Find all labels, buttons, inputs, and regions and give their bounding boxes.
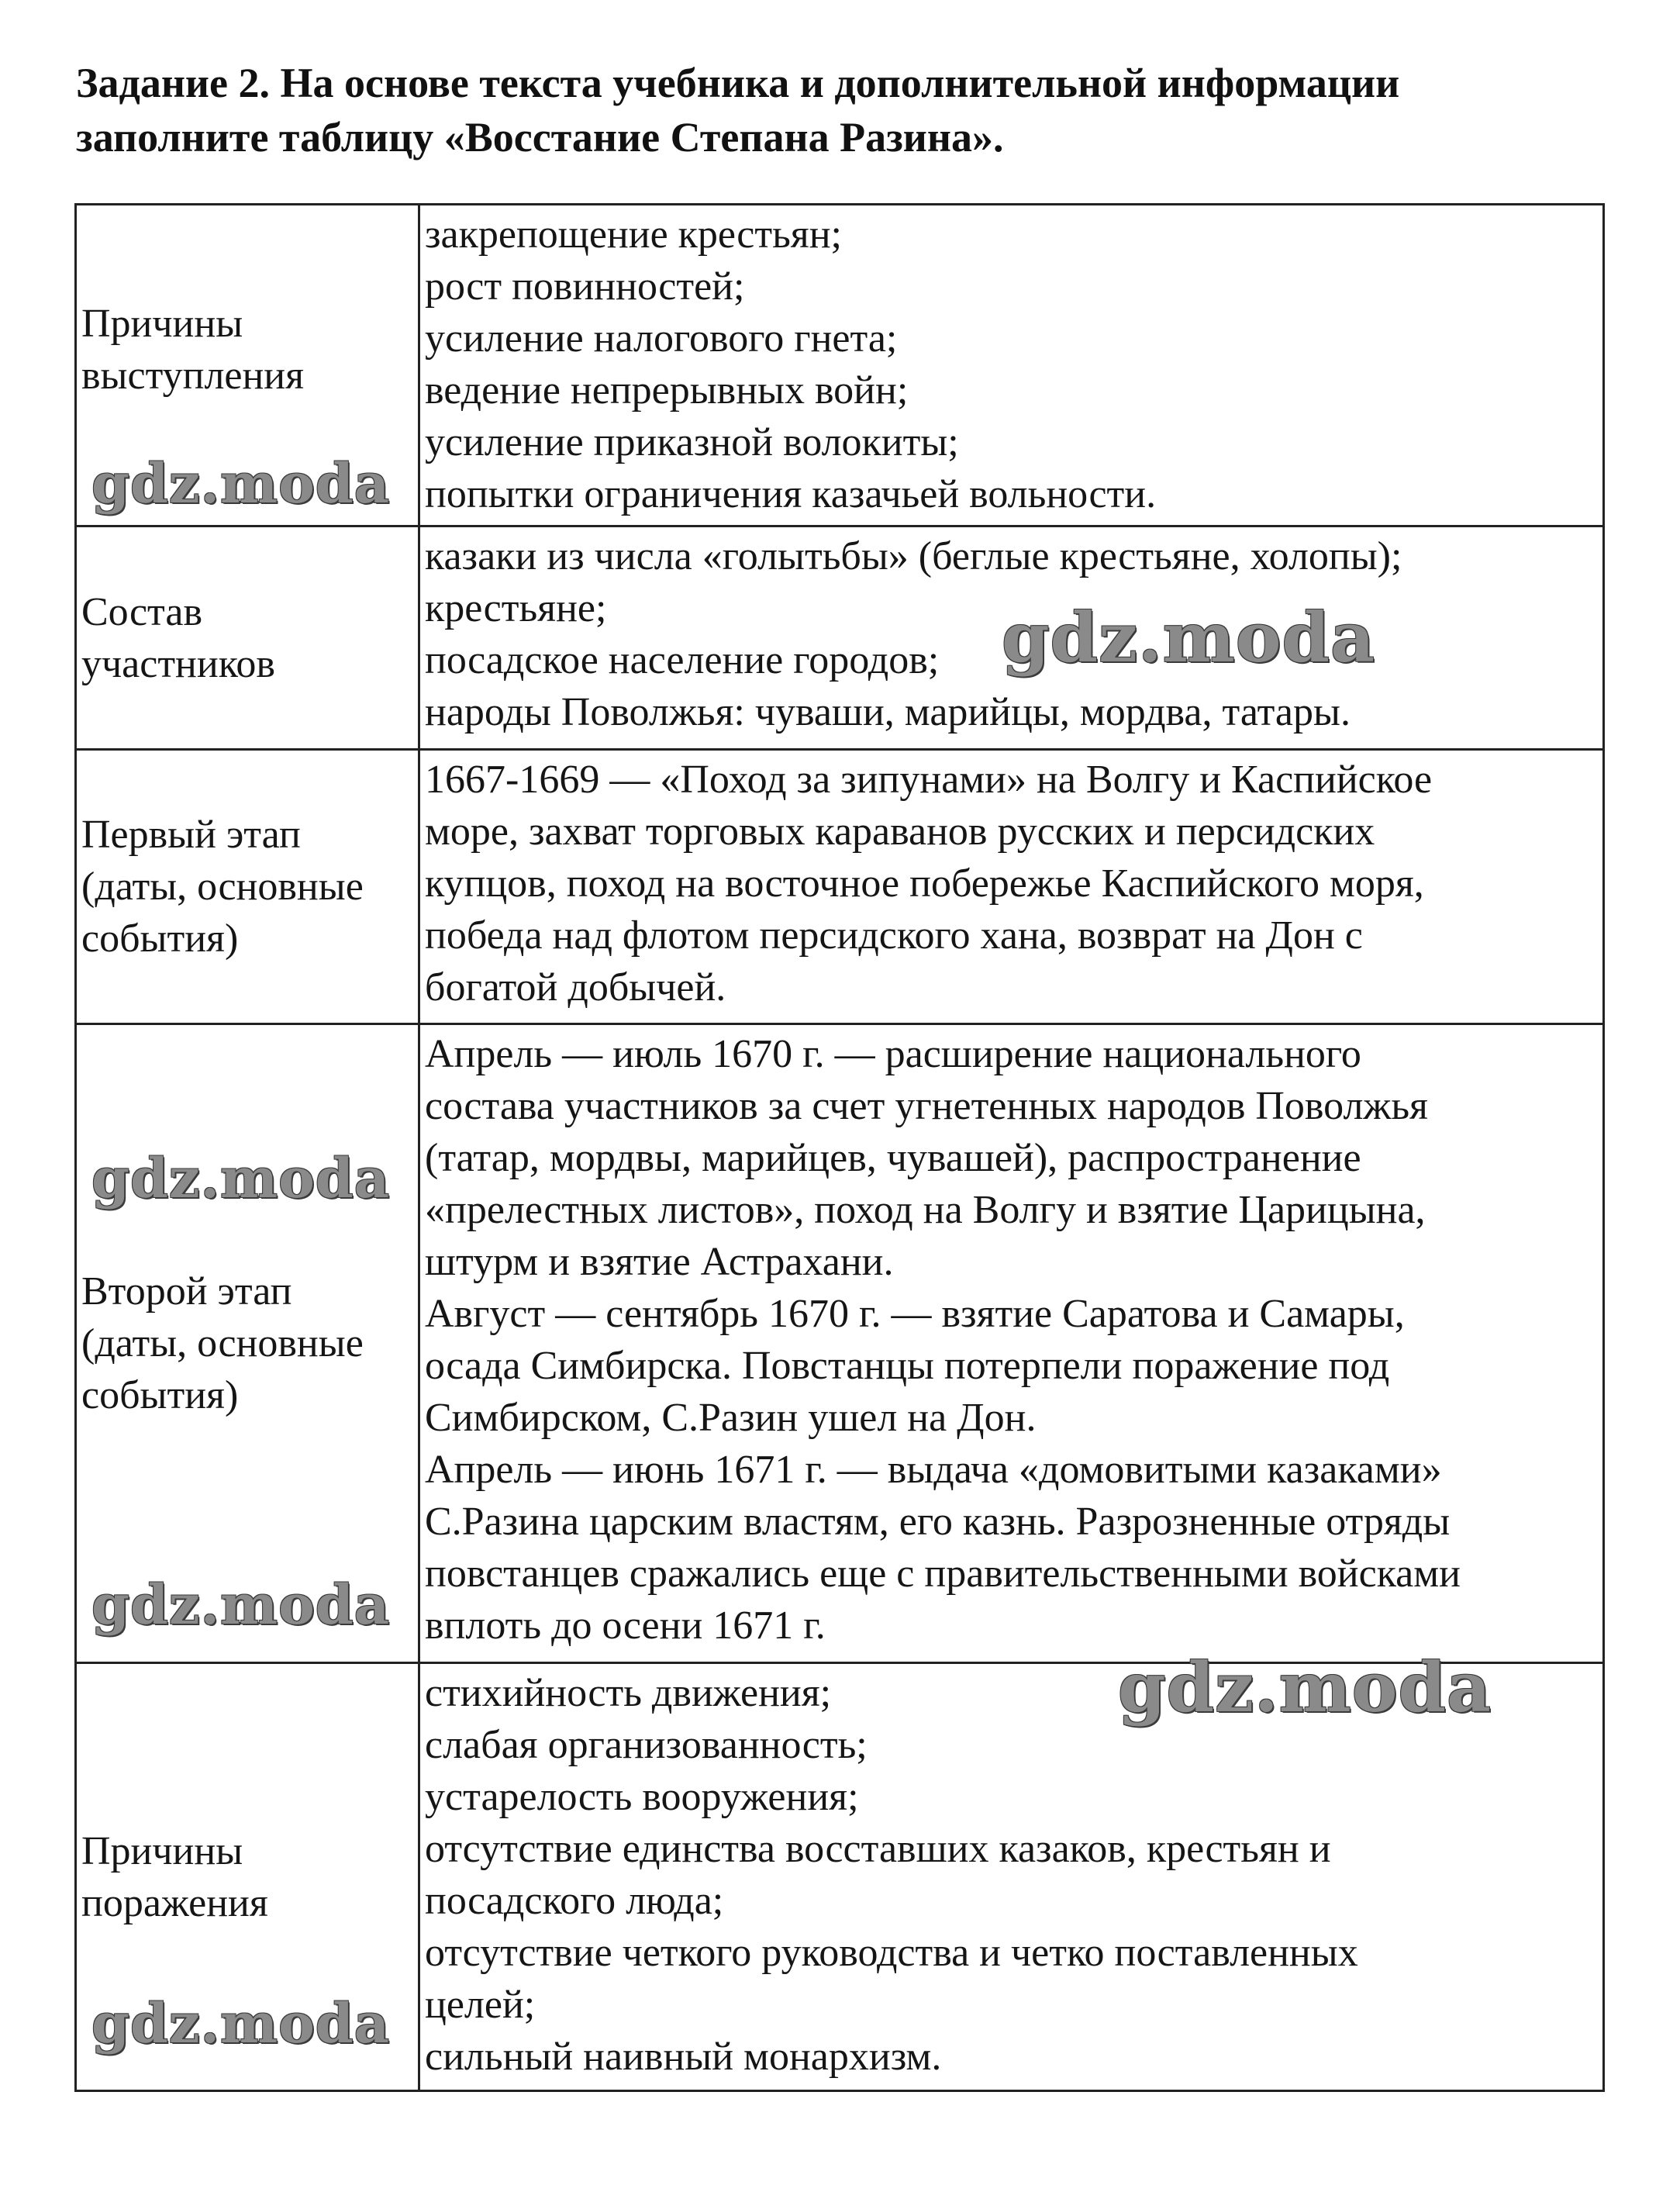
content-line: слабая организованность; — [425, 1723, 868, 1767]
content-line: Симбирском, С.Разин ушел на Дон. — [425, 1396, 1037, 1440]
watermark: gdz.moda — [1002, 597, 1376, 678]
row-label-line: Первый этап — [81, 813, 301, 857]
content-line: осада Симбирска. Повстанцы потерпели поражение под — [425, 1344, 1390, 1388]
content-line: усиление приказной волокиты; — [425, 420, 959, 464]
content-line: попытки ограничения казачьей вольности. — [425, 472, 1157, 516]
row-label-line: поражения — [81, 1880, 268, 1925]
table-row-second-stage — [76, 1024, 1604, 1663]
content-line: ведение непрерывных войн; — [425, 368, 909, 413]
row-label-cell — [76, 205, 419, 526]
row-label-line: (даты, основные — [81, 865, 364, 909]
table-row-causes — [76, 205, 1604, 526]
content-line: Апрель — июль 1670 г. — расширение национального — [425, 1032, 1361, 1076]
task-heading-line-1: Задание 2. На основе текста учебника и дополнительной информации — [76, 60, 1400, 106]
row-label-line: выступления — [81, 354, 305, 398]
row-label-line: Второй этап — [81, 1269, 292, 1313]
row-label-line: Состав — [81, 589, 203, 634]
content-line: народы Поволжья: чуваши, марийцы, мордва, татары. — [425, 690, 1351, 734]
content-line: устарелость вооружения; — [425, 1775, 859, 1819]
content-line: богатой добычей. — [425, 965, 726, 1010]
content-line: целей; — [425, 1983, 536, 2027]
table-row-first-stage — [76, 750, 1604, 1024]
watermark: gdz.moda — [91, 451, 391, 516]
content-line: посадское население городов; — [425, 638, 940, 682]
content-line: стихийность движения; — [425, 1671, 832, 1715]
content-line: победа над флотом персидского хана, возврат на Дон с — [425, 913, 1363, 958]
content-line: «прелестных листов», поход на Волгу и взятие Царицына, — [425, 1188, 1426, 1232]
row-label-cell — [76, 526, 419, 750]
content-line: казаки из числа «голытьбы» (беглые крестьяне, холопы); — [425, 534, 1402, 578]
watermark: gdz.moda — [91, 1146, 391, 1210]
row-label-cell — [76, 1024, 419, 1663]
content-line: Апрель — июнь 1671 г. — выдача «домовитыми казаками» — [425, 1448, 1442, 1492]
content-line: крестьяне; — [425, 586, 607, 630]
content-line: закрепощение крестьян; — [425, 212, 843, 257]
content-line: отсутствие четкого руководства и четко поставленных — [425, 1931, 1358, 1975]
content-line: рост повинностей; — [425, 264, 745, 309]
row-label-line: события) — [81, 916, 239, 961]
watermark: gdz.moda — [91, 1991, 391, 2056]
row-label-line: Причины — [81, 1828, 243, 1873]
row-label-cell — [76, 1663, 419, 2091]
content-line: отсутствие единства восставших казаков, крестьян и — [425, 1827, 1331, 1871]
content-line: состава участников за счет угнетенных народов Поволжья — [425, 1084, 1428, 1128]
row-label-line: участников — [81, 641, 275, 686]
content-line: повстанцев сражались еще с правительственными войсками — [425, 1552, 1461, 1596]
row-content-cell — [419, 1663, 1604, 2091]
content-line: усиление налогового гнета; — [425, 316, 898, 361]
row-content-cell — [419, 205, 1604, 526]
content-line: Август — сентябрь 1670 г. — взятие Саратова и Самары, — [425, 1292, 1405, 1336]
row-label-cell — [76, 750, 419, 1024]
content-line: (татар, мордвы, марийцев, чувашей), распространение — [425, 1136, 1361, 1180]
table-row-defeat-causes — [76, 1663, 1604, 2091]
content-line: море, захват торговых караванов русских и персидских — [425, 809, 1375, 854]
table-row-participants — [76, 526, 1604, 750]
row-label-line: Причины — [81, 302, 243, 346]
row-label-line: события) — [81, 1373, 239, 1417]
content-line: посадского люда; — [425, 1879, 724, 1923]
task-heading-line-2: заполните таблицу «Восстание Степана Разина». — [76, 114, 1004, 161]
content-line: вплоть до осени 1671 г. — [425, 1603, 826, 1648]
content-line: купцов, поход на восточное побережье Каспийского моря, — [425, 861, 1424, 906]
uprising-table — [74, 203, 1605, 2092]
content-line: С.Разина царским властям, его казнь. Разрозненные отряды — [425, 1500, 1451, 1544]
watermark: gdz.moda — [1118, 1647, 1492, 1728]
task-heading — [76, 56, 1611, 164]
row-content-cell — [419, 1024, 1604, 1663]
content-line: 1667-1669 — «Поход за зипунами» на Волгу и Каспийское — [425, 758, 1433, 802]
row-content-cell — [419, 750, 1604, 1024]
content-line: штурм и взятие Астрахани. — [425, 1240, 894, 1284]
watermark: gdz.moda — [91, 1572, 391, 1637]
row-content-cell — [419, 526, 1604, 750]
row-label-line: (даты, основные — [81, 1321, 364, 1365]
content-line: сильный наивный монархизм. — [425, 2035, 942, 2079]
